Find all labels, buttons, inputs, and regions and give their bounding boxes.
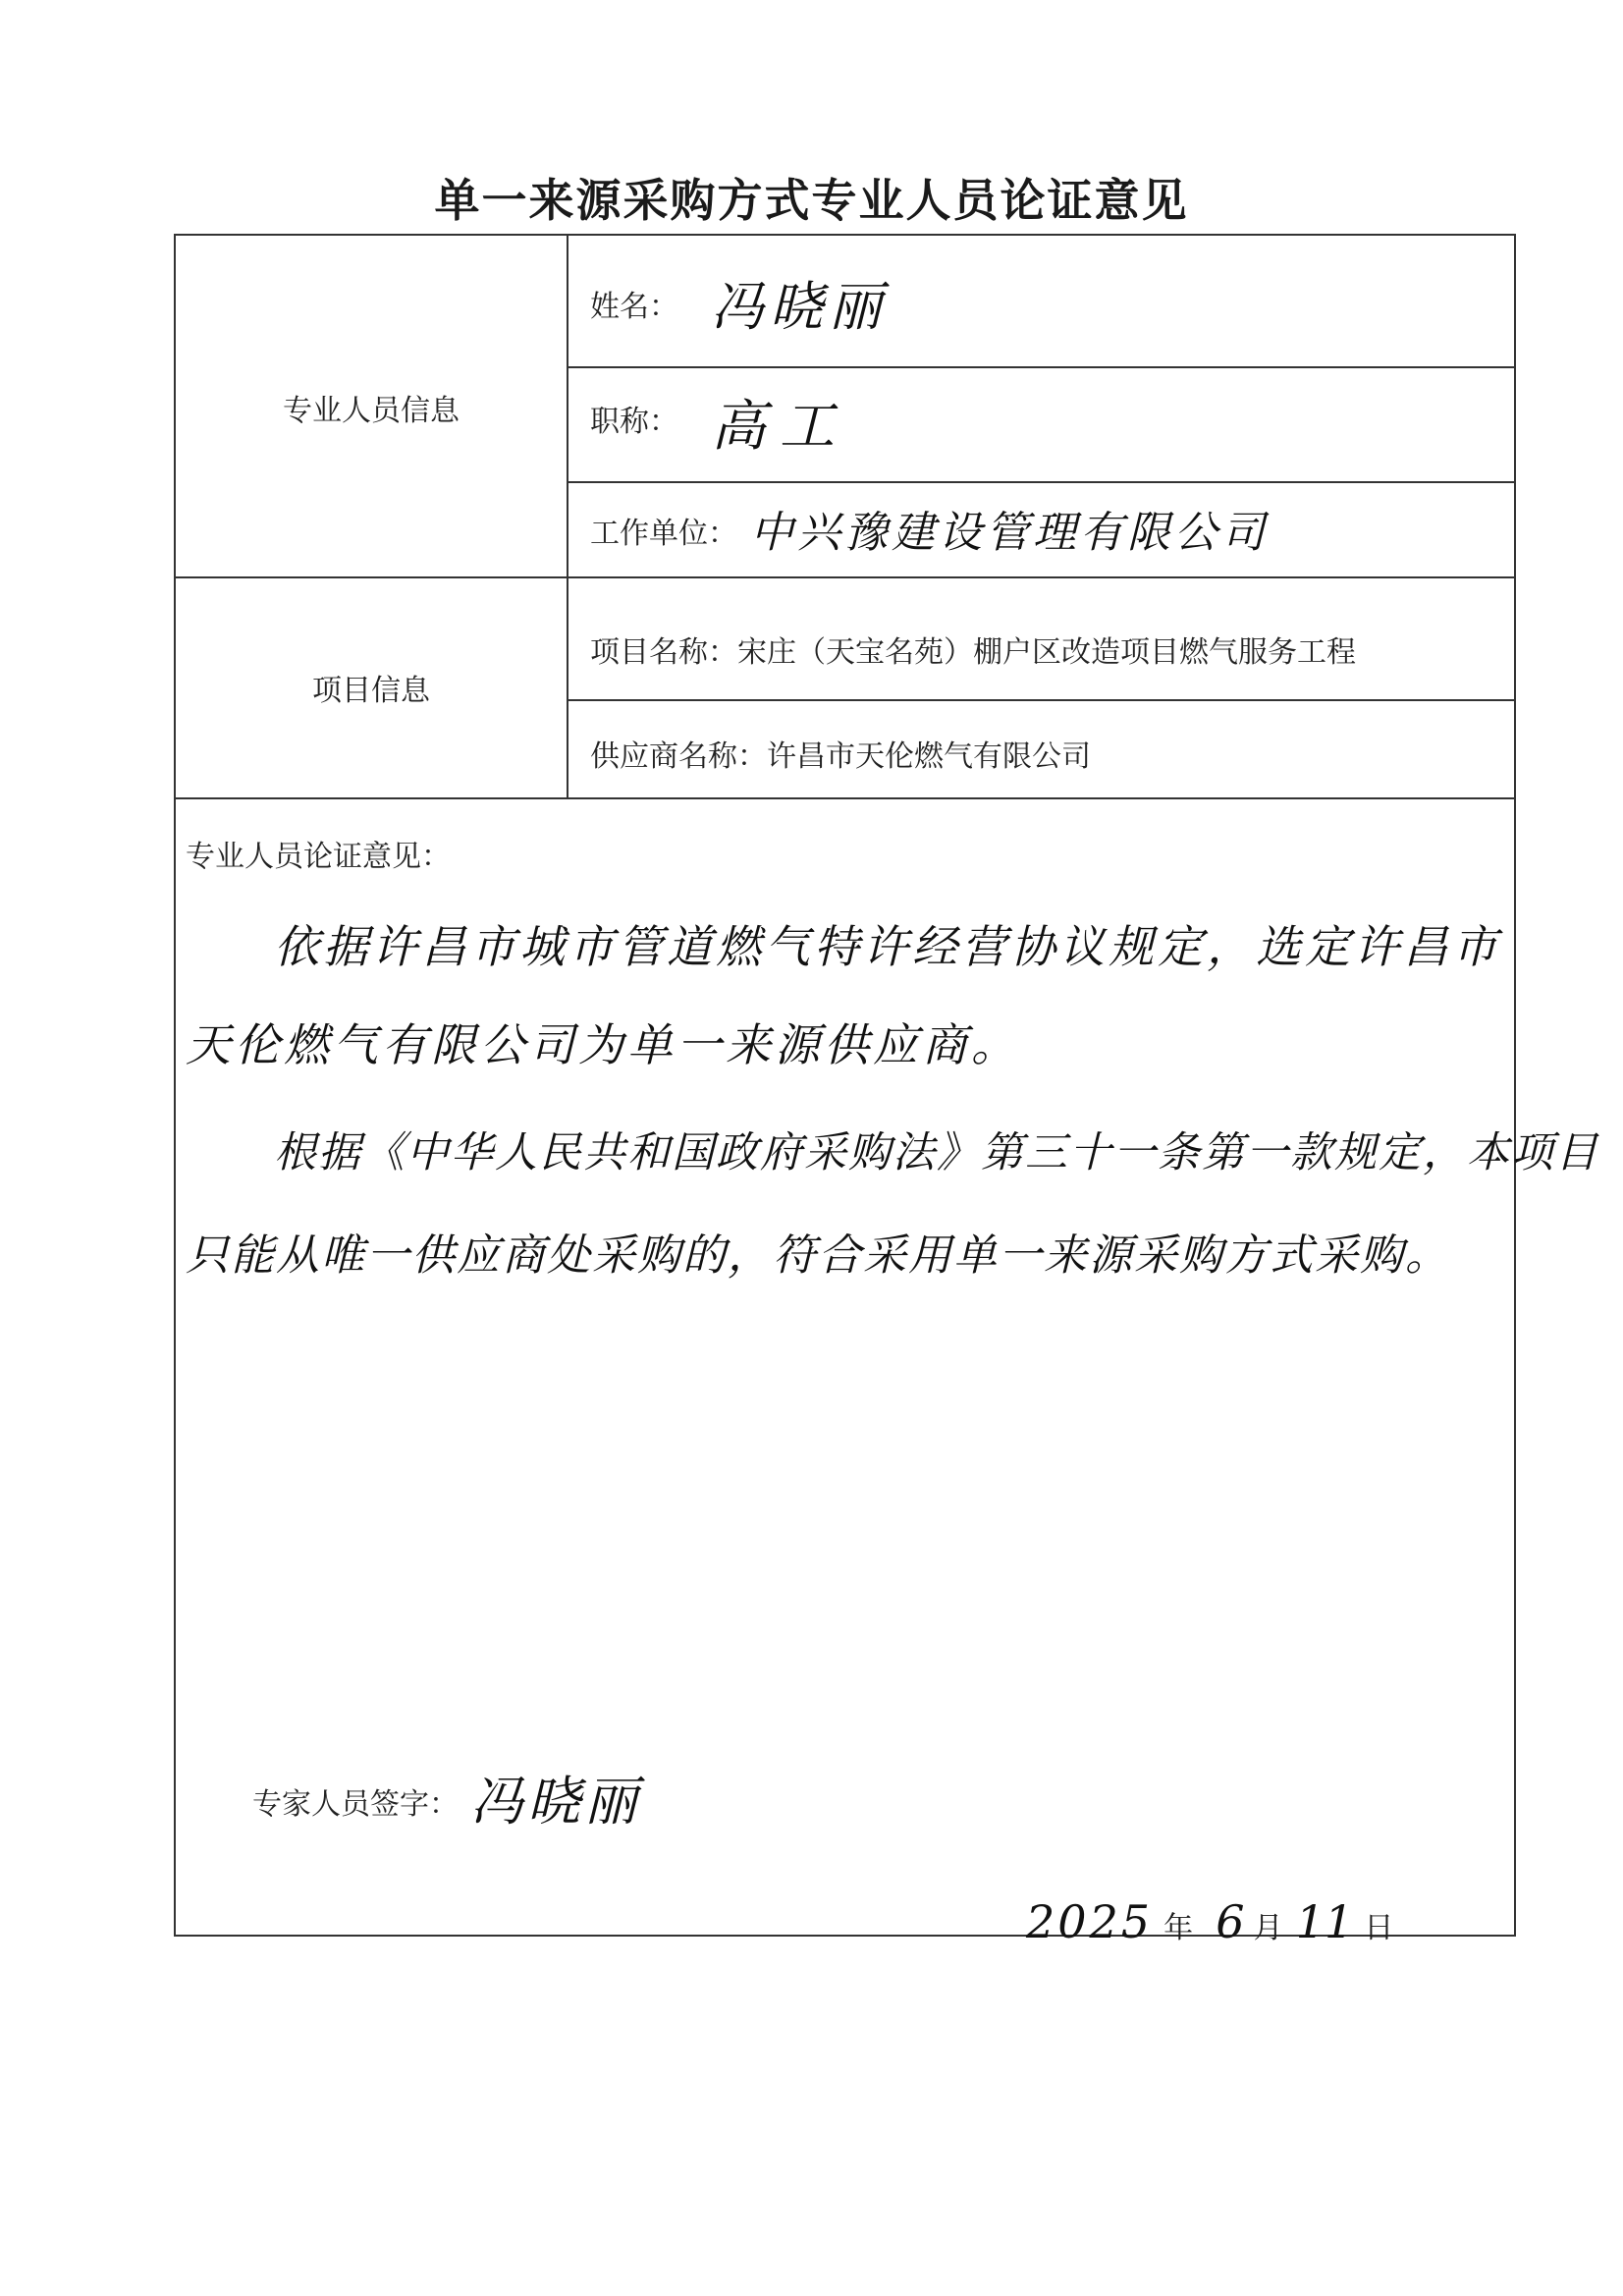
title-value: 高工: [711, 395, 848, 459]
employer-value: 中兴豫建设管理有限公司: [750, 508, 1269, 558]
row-divider-title: [567, 481, 1516, 483]
date-year-unit: 年: [1163, 1911, 1194, 1945]
name-value: 冯晓丽: [711, 276, 888, 338]
page-title: 单一来源采购方式专业人员论证意见: [434, 174, 1189, 227]
signature-label: 专家人员签字：: [252, 1787, 459, 1822]
personnel-section-label: 专业人员信息: [283, 394, 460, 428]
supplier-label: 供应商名称：: [590, 739, 767, 774]
row-divider-project: [567, 699, 1516, 701]
employer-label: 工作单位：: [590, 517, 737, 551]
opinion-line: 天伦燃气有限公司为单一来源供应商。: [186, 1018, 1020, 1071]
date-month: 6: [1216, 1895, 1245, 1948]
name-label: 姓名：: [590, 290, 678, 324]
project-name-value: 宋庄（天宝名苑）棚户区改造项目燃气服务工程: [737, 635, 1356, 670]
project-name-label: 项目名称：: [590, 635, 737, 670]
supplier-value: 许昌市天伦燃气有限公司: [767, 739, 1091, 774]
date-line: [1026, 1895, 1393, 1948]
opinion-line: 根据《中华人民共和国政府采购法》第三十一条第一款规定，本项目: [274, 1128, 1599, 1177]
opinion-line: 依据许昌市城市管道燃气特许经营协议规定，选定许昌市: [274, 920, 1501, 973]
opinion-label: 专业人员论证意见：: [186, 840, 451, 874]
section-divider-project: [176, 797, 1516, 799]
date-day: 11: [1295, 1895, 1354, 1948]
title-label: 职称：: [590, 405, 678, 439]
opinion-line: 只能从唯一供应商处采购的，符合采用单一来源采购方式采购。: [186, 1230, 1450, 1281]
section-divider-personnel: [176, 576, 1516, 578]
row-divider-name: [567, 366, 1516, 368]
date-month-unit: 月: [1253, 1911, 1283, 1945]
signature: 冯晓丽: [470, 1771, 641, 1832]
date-year: 2025: [1026, 1895, 1154, 1948]
column-divider: [567, 236, 568, 797]
project-section-label: 项目信息: [312, 674, 430, 708]
date-day-unit: 日: [1364, 1911, 1394, 1945]
form-table: [174, 234, 1599, 1937]
